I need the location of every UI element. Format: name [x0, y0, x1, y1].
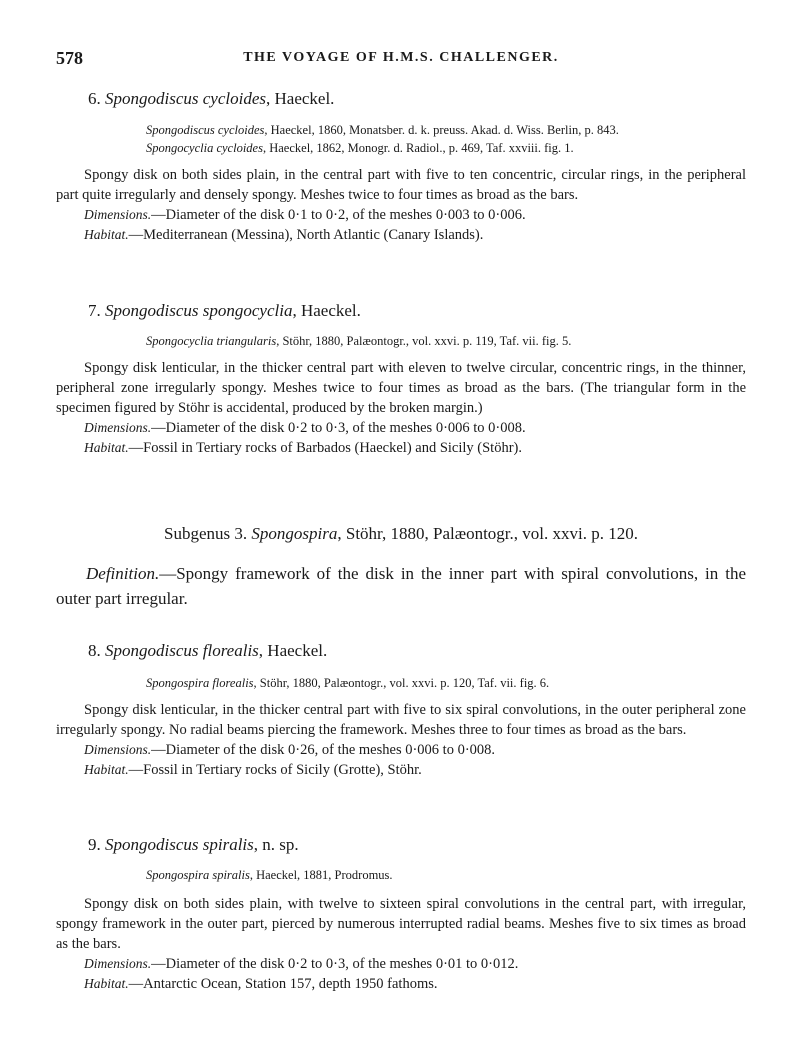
- subgenus-definition: [56, 561, 746, 611]
- habitat-label: Habitat.: [84, 762, 129, 777]
- running-title: THE VOYAGE OF H.M.S. CHALLENGER.: [243, 50, 559, 65]
- habitat-label: Habitat.: [84, 227, 129, 242]
- synonym-name: Spongocyclia cycloides: [146, 141, 263, 155]
- species-name: Spongodiscus cycloides: [105, 89, 266, 108]
- synonym-ref: , Stöhr, 1880, Palæontogr., vol. xxvi. p. 119, Taf. vii. fig. 5.: [276, 334, 572, 348]
- synonym-name: Spongospira spiralis: [146, 868, 250, 882]
- habitat-line: [56, 974, 746, 994]
- species-number: 6.: [88, 89, 101, 108]
- dimensions-line: [56, 205, 746, 225]
- species-heading: [56, 834, 746, 856]
- definition-text: —Spongy framework of the disk in the inner part with spiral convolutions, in the outer part irregular.: [56, 564, 746, 608]
- definition-label: Definition.: [86, 564, 160, 583]
- dimensions-line: [56, 418, 746, 438]
- synonym-line: [56, 866, 746, 884]
- habitat-line: [56, 225, 746, 245]
- species-heading: [56, 300, 746, 322]
- species-entry-7: [56, 300, 746, 458]
- species-number: 7.: [88, 301, 101, 320]
- dimensions-text: —Diameter of the disk 0·2 to 0·3, of the meshes 0·01 to 0·012.: [151, 956, 519, 972]
- subgenus-section: [56, 523, 746, 611]
- subgenus-ref: , Stöhr, 1880, Palæontogr., vol. xxvi. p. 120.: [337, 524, 638, 543]
- species-description: Spongy disk on both sides plain, with twelve to sixteen spiral convolutions in the central part, with irregular, spongy framework in the outer part, pierced by numerous interrupted radial beams. Meshes five to six times as broad as the bars.: [56, 896, 746, 952]
- synonym-line: [56, 332, 746, 350]
- synonym-name: Spongodiscus cycloides: [146, 123, 265, 137]
- species-name: Spongodiscus florealis: [105, 641, 259, 660]
- synonym-ref: , Haeckel, 1862, Monogr. d. Radiol., p. 469, Taf. xxviii. fig. 1.: [262, 141, 574, 155]
- dimensions-label: Dimensions.: [84, 742, 152, 757]
- page-number: 578: [56, 48, 83, 68]
- habitat-line: [56, 760, 746, 780]
- subgenus-name: Spongospira: [251, 524, 338, 543]
- species-entry-8: [56, 640, 746, 780]
- synonym-line: [56, 674, 746, 692]
- habitat-text: —Fossil in Tertiary rocks of Barbados (Haeckel) and Sicily (Stöhr).: [128, 440, 522, 456]
- subgenus-prefix: Subgenus 3.: [164, 524, 248, 543]
- habitat-line: [56, 438, 746, 458]
- habitat-text: —Mediterranean (Messina), North Atlantic (Canary Islands).: [128, 227, 484, 243]
- species-description: Spongy disk lenticular, in the thicker central part with five to six spiral convolutions, in the outer peripheral zone irregularly spongy. No radial beams piercing the framework. Meshes three to four times as broad as the bars.: [56, 702, 746, 738]
- species-number: 8.: [88, 641, 101, 660]
- synonym-name: Spongocyclia triangularis: [146, 334, 277, 348]
- synonym-line: [56, 139, 746, 157]
- page-header: [56, 48, 746, 72]
- habitat-text: —Antarctic Ocean, Station 157, depth 1950 fathoms.: [128, 976, 438, 992]
- species-author: , n. sp.: [253, 835, 299, 854]
- subgenus-heading: [56, 523, 746, 545]
- species-name: Spongodiscus spiralis: [105, 835, 254, 854]
- species-description: Spongy disk on both sides plain, in the central part with five to ten concentric, circular rings, in the peripheral part quite irregularly and densely spongy. Meshes twice to four times as broad as the bars.: [56, 167, 746, 203]
- dimensions-line: [56, 740, 746, 760]
- species-entry-6: [56, 88, 746, 245]
- species-heading: [56, 88, 746, 110]
- habitat-label: Habitat.: [84, 976, 129, 991]
- synonym-ref: , Stöhr, 1880, Palæontogr., vol. xxvi. p. 120, Taf. vii. fig. 6.: [253, 676, 550, 690]
- habitat-text: —Fossil in Tertiary rocks of Sicily (Grotte), Stöhr.: [128, 762, 422, 778]
- species-entry-9: [56, 834, 746, 994]
- dimensions-text: —Diameter of the disk 0·1 to 0·2, of the meshes 0·003 to 0·006.: [151, 207, 526, 223]
- dimensions-label: Dimensions.: [84, 956, 152, 971]
- habitat-label: Habitat.: [84, 440, 129, 455]
- species-heading: [56, 640, 746, 662]
- dimensions-text: —Diameter of the disk 0·2 to 0·3, of the meshes 0·006 to 0·008.: [151, 420, 526, 436]
- species-description: Spongy disk lenticular, in the thicker central part with eleven to twelve circular, concentric rings, in the thinner, peripheral zone irregularly spongy. Meshes twice to four times as broad as the bars. (The triangular form in the specimen figured by Stöhr is accidental, produced by the broken margin.): [56, 360, 746, 416]
- dimensions-label: Dimensions.: [84, 207, 152, 222]
- species-author: , Haeckel.: [292, 301, 361, 320]
- synonym-name: Spongospira florealis: [146, 676, 254, 690]
- synonym-ref: , Haeckel, 1860, Monatsber. d. k. preuss. Akad. d. Wiss. Berlin, p. 843.: [264, 123, 619, 137]
- dimensions-label: Dimensions.: [84, 420, 152, 435]
- dimensions-line: [56, 954, 746, 974]
- species-author: , Haeckel.: [258, 641, 328, 660]
- species-author: , Haeckel.: [266, 89, 335, 108]
- synonym-ref: , Haeckel, 1881, Prodromus.: [249, 868, 393, 882]
- dimensions-text: —Diameter of the disk 0·26, of the meshes 0·006 to 0·008.: [151, 742, 496, 758]
- species-name: Spongodiscus spongocyclia: [105, 301, 293, 320]
- synonym-line: [56, 121, 746, 139]
- species-number: 9.: [88, 835, 101, 854]
